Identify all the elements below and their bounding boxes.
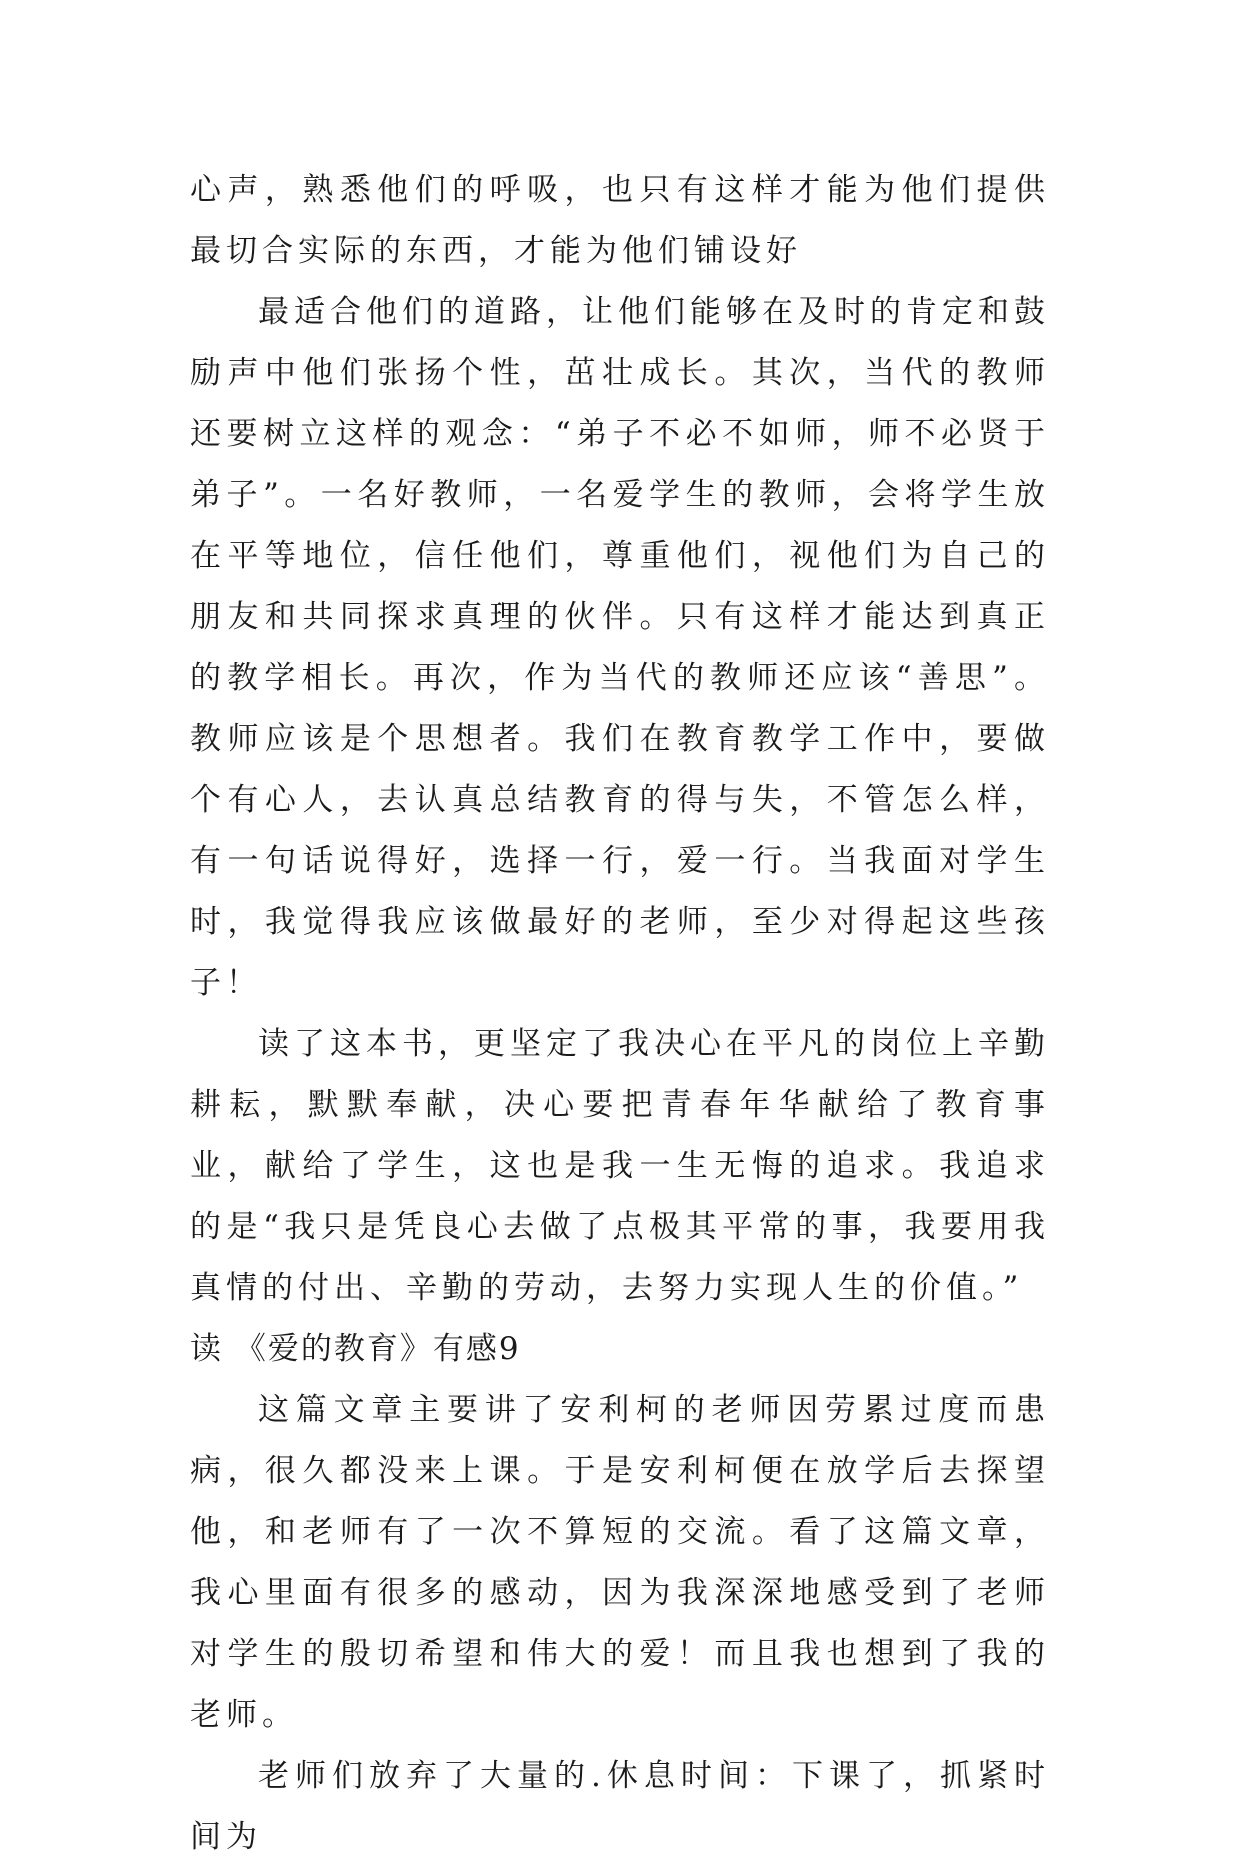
paragraph-2: 最适合他们的道路，让他们能够在及时的肯定和鼓励声中他们张扬个性，茁壮成长。其次，当代的教师还要树立这样的观念：“弟子不必不如师，师不必贤于弟子”。一名好教师，一名爱学生的教师，会将学生放在平等地位，信任他们，尊重他们，视他们为自己的朋友和共同探求真理的伙伴。只有这样才能达到真正的教学相长。再次，作为当代的教师还应该“善思”。教师应该是个思想者。我们在教育教学工作中，要做个有心人，去认真总结教育的得与失，不管怎么样，有一句话说得好，选择一行，爱一行。当我面对学生时，我觉得我应该做最好的老师，至少对得起这些孩子！ <box>190 294 1050 1001</box>
document-page <box>190 160 1050 1868</box>
section-heading: 读 《爱的教育》有感9 <box>190 1331 521 1367</box>
paragraph-3: 读了这本书，更坚定了我决心在平凡的岗位上辛勤耕耘，默默奉献，决心要把青春年华献给了教育事业，献给了学生，这也是我一生无悔的追求。我追求的是“我只是凭良心去做了点极其平常的事，我要用我真情的付出、辛勤的劳动，去努力实现人生的价值。” <box>190 1026 1050 1306</box>
paragraph-4: 这篇文章主要讲了安利柯的老师因劳累过度而患病，很久都没来上课。于是安利柯便在放学后去探望他，和老师有了一次不算短的交流。看了这篇文章，我心里面有很多的感动，因为我深深地感受到了老师对学生的殷切希望和伟大的爱！而且我也想到了我的老师。 <box>190 1392 1050 1733</box>
paragraph-1: 心声，熟悉他们的呼吸，也只有这样才能为他们提供最切合实际的东西，才能为他们铺设好 <box>190 172 1050 269</box>
paragraph-5: 老师们放弃了大量的.休息时间：下课了，抓紧时间为 <box>190 1758 1050 1855</box>
